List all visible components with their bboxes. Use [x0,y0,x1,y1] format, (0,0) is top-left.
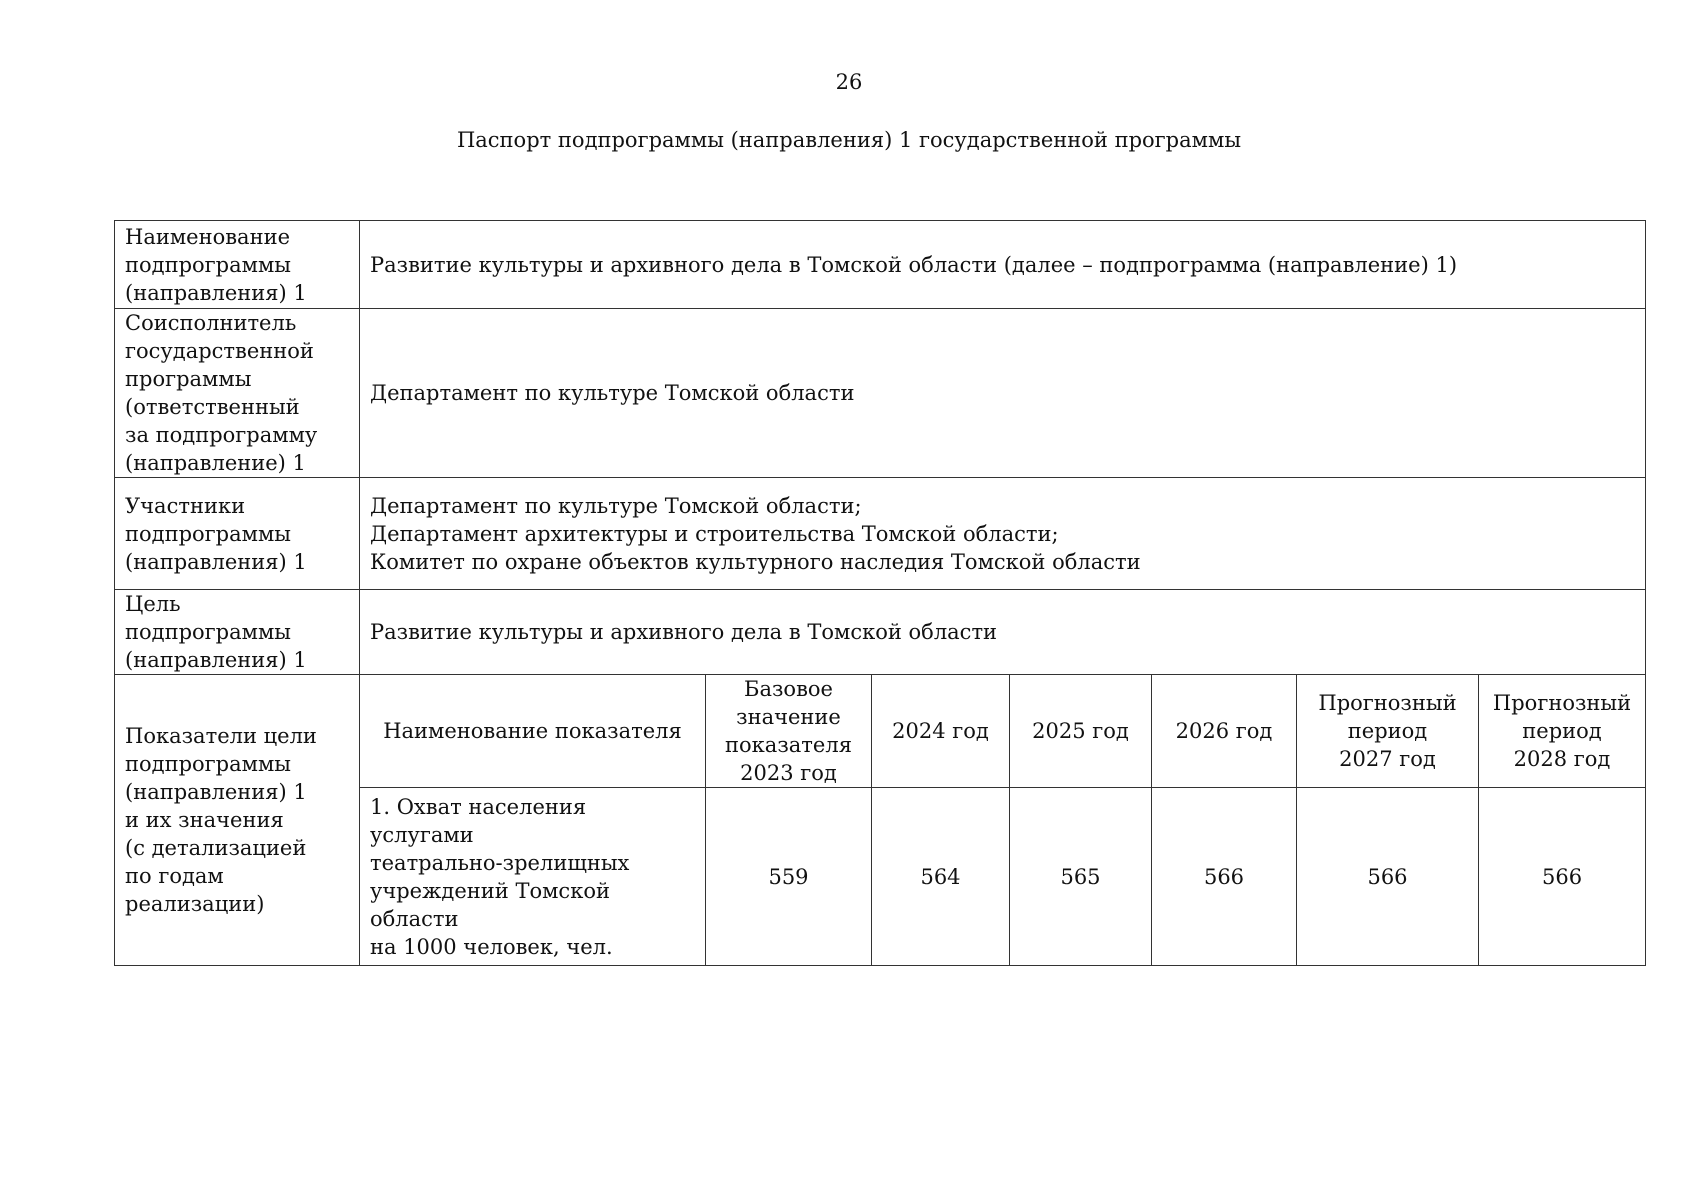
header-year-2025: 2025 год [1010,675,1152,788]
participant-item: Департамент архитектуры и строительства Томской области; [370,521,1059,546]
label-subprogram-name: Наименование подпрограммы (направления) 1 [115,221,360,309]
page-number: 26 [835,70,863,94]
row-participants [115,478,1646,590]
label-indicators: Показатели цели подпрограммы (направления) 1 и их значения (с детализацией по годам реализации) [115,675,360,966]
value-coexecutor: Департамент по культуре Томской области [360,309,1646,478]
indicator-value-2026: 566 [1152,788,1297,966]
header-year-2027: Прогнозный период 2027 год [1297,675,1479,788]
indicator-value-2028: 566 [1479,788,1646,966]
row-subprogram-name [115,221,1646,309]
document-title: Паспорт подпрограммы (направления) 1 государственной программы [456,128,1242,152]
indicator-base-value: 559 [706,788,872,966]
row-indicators-header [115,675,1646,788]
participant-item: Департамент по культуре Томской области; [370,493,862,518]
indicator-value-2024: 564 [872,788,1010,966]
label-participants: Участники подпрограммы (направления) 1 [115,478,360,590]
header-year-2026: 2026 год [1152,675,1297,788]
header-base-value: Базовое значение показателя 2023 год [706,675,872,788]
participant-item: Комитет по охране объектов культурного наследия Томской области [370,549,1141,574]
indicator-value-2027: 566 [1297,788,1479,966]
label-coexecutor: Соисполнитель государственной программы (ответственный за подпрограмму (направление) 1 [115,309,360,478]
header-indicator-name: Наименование показателя [360,675,706,788]
label-goal: Цель подпрограммы (направления) 1 [115,590,360,675]
indicator-value-2025: 565 [1010,788,1152,966]
row-coexecutor [115,309,1646,478]
header-year-2024: 2024 год [872,675,1010,788]
value-subprogram-name: Развитие культуры и архивного дела в Томской области (далее – подпрограмма (направление) 1) [360,221,1646,309]
passport-table [114,220,1646,966]
value-participants [360,478,1646,590]
value-goal: Развитие культуры и архивного дела в Томской области [360,590,1646,675]
indicator-name: 1. Охват населения услугами театрально-зрелищных учреждений Томской области на 1000 человек, чел. [360,788,706,966]
header-year-2028: Прогнозный период 2028 год [1479,675,1646,788]
row-goal [115,590,1646,675]
